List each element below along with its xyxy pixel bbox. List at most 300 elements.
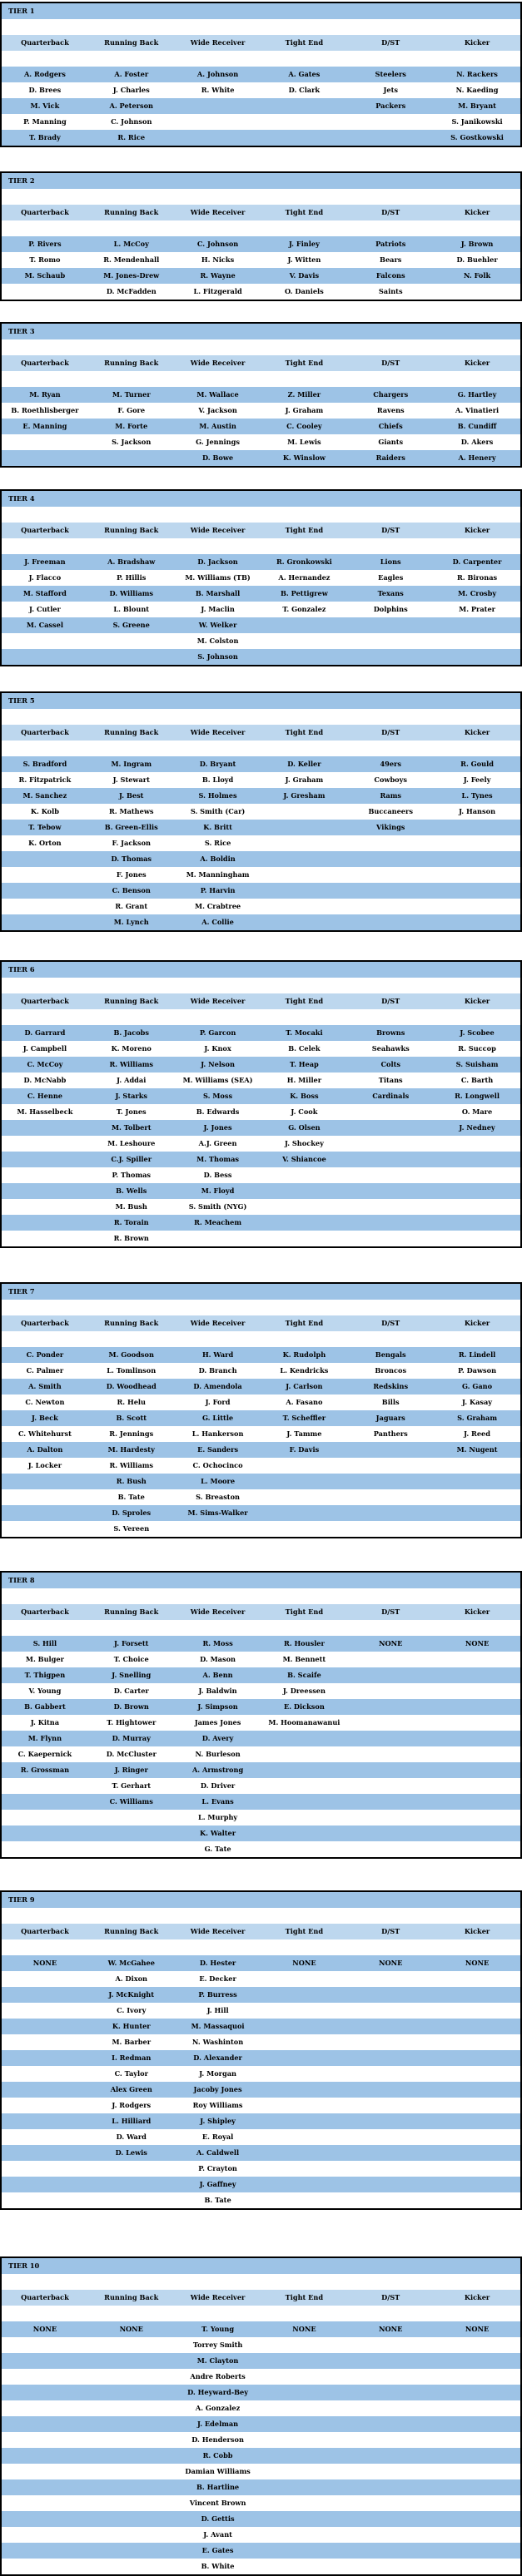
column-header: Running Back — [104, 208, 159, 216]
player-cell: K. Moreno — [111, 1044, 152, 1053]
column-header: Kicker — [464, 526, 490, 534]
player-cell: Panthers — [373, 1429, 408, 1438]
player-cell — [347, 2385, 434, 2400]
player-cell — [88, 2495, 175, 2511]
player-cell: R. Williams — [109, 1060, 154, 1068]
player-cell — [347, 1489, 434, 1505]
player-row — [2, 252, 520, 268]
column-header: Kicker — [464, 997, 490, 1005]
player-cell — [2, 1199, 88, 1215]
player-cell — [261, 883, 347, 899]
player-cell: J. Hill — [206, 2006, 229, 2014]
player-cell — [261, 1762, 347, 1778]
player-cell: R. Rice — [117, 133, 146, 141]
player-cell — [88, 2543, 175, 2559]
player-cell: M. Crabtree — [195, 902, 241, 910]
player-row — [2, 633, 520, 649]
player-cell — [347, 1505, 434, 1521]
player-cell — [434, 1183, 520, 1199]
player-cell: J. Morgan — [199, 2069, 236, 2078]
player-cell — [434, 867, 520, 883]
player-cell: Vikings — [376, 823, 405, 831]
player-cell: R. Bush — [116, 1477, 147, 1485]
player-cell: M. Hoomanawanui — [268, 1718, 341, 1726]
player-cell — [88, 633, 175, 649]
player-cell: J. Knox — [204, 1044, 231, 1053]
player-cell — [347, 883, 434, 899]
player-cell — [88, 2527, 175, 2543]
player-cell: S. Johnson — [197, 652, 238, 661]
player-cell: P. Garcon — [199, 1028, 236, 1037]
player-cell: B. Pettigrew — [281, 589, 328, 597]
player-cell — [261, 2353, 347, 2369]
player-cell: G. Hartley — [457, 390, 497, 399]
column-header: Kicker — [464, 1927, 490, 1935]
player-row — [2, 617, 520, 633]
player-cell — [88, 1825, 175, 1841]
player-cell: Roy Williams — [192, 2101, 243, 2109]
player-cell: T. Gonzalez — [282, 605, 326, 613]
player-cell — [347, 1825, 434, 1841]
player-cell: B. Scaife — [287, 1671, 321, 1679]
player-cell: D. Garrard — [24, 1028, 66, 1037]
player-cell: S. Hill — [32, 1639, 57, 1647]
player-row — [2, 2479, 520, 2495]
column-header: Kicker — [464, 728, 490, 736]
player-row — [2, 1410, 520, 1426]
player-cell: T. Young — [201, 2325, 235, 2333]
tier-title: TIER 5 — [2, 693, 520, 709]
player-cell — [434, 2385, 520, 2400]
player-row — [2, 450, 520, 466]
player-cell — [434, 2527, 520, 2543]
player-row — [2, 67, 520, 82]
player-cell: T. Mocaki — [286, 1028, 323, 1037]
player-cell — [261, 1987, 347, 2003]
player-cell — [261, 820, 347, 835]
player-cell — [261, 2448, 347, 2464]
player-cell — [434, 2369, 520, 2385]
player-cell: D. Hester — [199, 1959, 236, 1967]
player-cell: L. Kendricks — [280, 1366, 329, 1375]
player-cell — [347, 2082, 434, 2098]
player-cell: Rams — [380, 791, 402, 800]
player-cell — [261, 1167, 347, 1183]
player-cell: M. Nugent — [456, 1445, 498, 1454]
player-cell — [347, 2113, 434, 2129]
player-cell: NONE — [292, 2325, 316, 2333]
player-row — [2, 820, 520, 835]
player-row — [2, 1167, 520, 1183]
player-cell — [2, 2479, 88, 2495]
player-cell — [261, 2432, 347, 2448]
player-cell: K. Rudolph — [282, 1350, 326, 1359]
player-cell: M. Williams (SEA) — [182, 1076, 253, 1084]
player-cell: Andre Roberts — [190, 2372, 246, 2380]
player-cell: K. Winslow — [282, 453, 326, 462]
player-row — [2, 649, 520, 665]
player-cell — [434, 1841, 520, 1857]
player-cell: M. Williams (TB) — [185, 573, 251, 582]
column-header: Tight End — [285, 208, 324, 216]
player-cell: J. Shipley — [200, 2117, 236, 2125]
player-cell: R. Brown — [113, 1234, 149, 1242]
player-row — [2, 1104, 520, 1120]
player-cell — [88, 2416, 175, 2432]
player-cell — [434, 851, 520, 867]
player-cell — [2, 2353, 88, 2369]
player-cell: M. Bryant — [458, 102, 496, 110]
player-cell: D. McFadden — [106, 287, 157, 295]
player-row — [2, 2511, 520, 2527]
player-cell — [261, 130, 347, 146]
player-cell — [175, 1521, 261, 1537]
player-cell: A. Caldwell — [196, 2148, 240, 2157]
player-cell — [347, 1667, 434, 1683]
player-cell — [434, 899, 520, 914]
player-cell: M. Colston — [196, 637, 239, 645]
player-cell — [347, 617, 434, 633]
player-cell — [347, 1746, 434, 1762]
player-row — [2, 2432, 520, 2448]
player-cell — [88, 649, 175, 665]
player-row — [2, 434, 520, 450]
player-cell — [434, 2353, 520, 2369]
tier-title: TIER 6 — [2, 962, 520, 978]
player-cell: C. Whitehurst — [17, 1429, 72, 1438]
column-header: Kicker — [464, 1608, 490, 1616]
player-cell: NONE — [465, 1959, 490, 1967]
player-cell: J. Dreessen — [282, 1687, 326, 1695]
player-cell: A. Armstrong — [191, 1766, 244, 1774]
player-cell — [347, 114, 434, 130]
player-cell — [347, 1104, 434, 1120]
player-cell: C. Cooley — [286, 422, 322, 430]
player-cell: J. Ringer — [114, 1766, 148, 1774]
player-cell: J. Gaffney — [199, 2180, 236, 2188]
player-cell: M. Bulger — [25, 1655, 64, 1663]
player-cell: J. Starks — [115, 1092, 148, 1100]
player-row — [2, 602, 520, 617]
player-cell: D. McCluster — [106, 1750, 157, 1758]
player-cell: R. Fitzpatrick — [18, 775, 72, 784]
player-cell — [175, 98, 261, 114]
player-row — [2, 2192, 520, 2208]
player-cell — [434, 2034, 520, 2050]
player-cell — [261, 1199, 347, 1215]
player-cell — [2, 1120, 88, 1136]
player-cell — [434, 914, 520, 930]
player-cell — [2, 1794, 88, 1810]
player-cell — [2, 2495, 88, 2511]
player-cell — [261, 1474, 347, 1489]
player-row — [2, 1057, 520, 1073]
player-cell: M. Floyd — [201, 1186, 235, 1195]
player-cell: N. Kaeding — [455, 86, 499, 94]
player-cell — [88, 2559, 175, 2574]
column-header-row — [2, 2290, 520, 2306]
player-cell: S. Holmes — [198, 791, 237, 800]
player-cell: Ravens — [376, 406, 405, 414]
player-cell: T. Heap — [290, 1060, 319, 1068]
player-cell: D. Brees — [28, 86, 62, 94]
player-cell: B. Cundiff — [457, 422, 497, 430]
player-cell: R. Williams — [109, 1461, 154, 1469]
player-cell: Dolphins — [373, 605, 408, 613]
column-header: Tight End — [285, 1927, 324, 1935]
player-cell — [2, 1971, 88, 1987]
player-cell: A. Foster — [114, 70, 149, 78]
player-cell: M. Hardesty — [107, 1445, 155, 1454]
player-row — [2, 2353, 520, 2369]
player-cell: M. Prater — [459, 605, 495, 613]
player-cell: NONE — [379, 1639, 403, 1647]
player-cell: S. Suisham — [455, 1060, 499, 1068]
player-cell: J. McKnight — [108, 1990, 155, 1999]
player-cell — [261, 2543, 347, 2559]
player-cell — [434, 649, 520, 665]
player-row — [2, 2034, 520, 2050]
player-cell — [434, 633, 520, 649]
player-row — [2, 586, 520, 602]
player-row — [2, 570, 520, 586]
column-header: Running Back — [104, 359, 159, 367]
player-cell: Bears — [380, 255, 402, 264]
player-cell: J. Beck — [32, 1414, 58, 1422]
column-header-row — [2, 725, 520, 741]
player-cell — [347, 1136, 434, 1152]
player-cell: J. Carlson — [286, 1382, 323, 1390]
player-row — [2, 1474, 520, 1489]
tier-table — [0, 1571, 522, 1859]
player-cell: G. Little — [201, 1414, 234, 1422]
player-cell: T. Gerhart — [112, 1781, 152, 1790]
player-row — [2, 914, 520, 930]
player-cell: A. Bradshaw — [107, 557, 156, 566]
player-cell — [2, 1136, 88, 1152]
player-cell — [347, 2177, 434, 2192]
player-cell: T. Thigpen — [24, 1671, 66, 1679]
player-cell: M. Goodson — [108, 1350, 154, 1359]
player-cell: A. Gonzalez — [195, 2404, 241, 2412]
player-cell — [261, 2050, 347, 2066]
player-cell — [261, 1489, 347, 1505]
tier-title: TIER 10 — [2, 2258, 520, 2274]
player-row — [2, 1136, 520, 1152]
player-cell — [2, 2511, 88, 2527]
player-cell — [347, 1120, 434, 1136]
player-cell — [347, 1652, 434, 1667]
player-cell: M. Sanchez — [22, 791, 67, 800]
column-header: Kicker — [464, 208, 490, 216]
player-cell: J. Jones — [203, 1123, 232, 1132]
player-cell: W. McGahee — [107, 1959, 155, 1967]
player-cell — [2, 2400, 88, 2416]
player-row — [2, 899, 520, 914]
player-row — [2, 2464, 520, 2479]
player-cell: Buccaneers — [368, 807, 413, 815]
player-cell: J. Brown — [460, 240, 494, 248]
player-cell: D. Thomas — [111, 855, 152, 863]
player-cell: D. Driver — [200, 1781, 236, 1790]
player-cell — [2, 2129, 88, 2145]
player-cell — [261, 851, 347, 867]
column-header: Tight End — [285, 526, 324, 534]
player-cell: D. Woodhead — [106, 1382, 157, 1390]
player-cell — [261, 2177, 347, 2192]
column-header: D/ST — [381, 728, 400, 736]
player-cell: R. Succop — [458, 1044, 496, 1053]
player-row — [2, 2113, 520, 2129]
player-cell — [434, 1474, 520, 1489]
column-header: Quarterback — [21, 2293, 69, 2301]
player-row — [2, 387, 520, 403]
player-row — [2, 2337, 520, 2353]
player-cell — [434, 617, 520, 633]
player-cell: NONE — [379, 2325, 403, 2333]
player-cell: D. Alexander — [193, 2053, 242, 2062]
tier-table — [0, 489, 522, 666]
player-cell: NONE — [465, 2325, 490, 2333]
player-row — [2, 2527, 520, 2543]
player-cell: J. Kasay — [462, 1398, 493, 1406]
player-cell: A. Dixon — [115, 1974, 148, 1983]
player-cell: M. Tolbert — [111, 1123, 152, 1132]
tier-table — [0, 2256, 522, 2576]
player-row — [2, 2385, 520, 2400]
player-cell: E. Gates — [201, 2546, 234, 2554]
player-cell: S. Moss — [203, 1092, 233, 1100]
player-row — [2, 2003, 520, 2019]
player-cell — [2, 1489, 88, 1505]
player-row — [2, 851, 520, 867]
player-cell — [347, 2464, 434, 2479]
player-cell: E. Sanders — [197, 1445, 239, 1454]
player-cell — [175, 114, 261, 130]
player-cell — [261, 2066, 347, 2082]
player-cell — [261, 1505, 347, 1521]
player-cell — [434, 1971, 520, 1987]
player-cell: A. Benn — [202, 1671, 233, 1679]
player-cell: B. Edwards — [196, 1107, 240, 1116]
player-row — [2, 2448, 520, 2464]
tier-table — [0, 322, 522, 468]
player-cell: Chargers — [373, 390, 409, 399]
player-cell — [434, 2495, 520, 2511]
player-cell — [261, 633, 347, 649]
player-row — [2, 268, 520, 284]
player-cell: H. Miller — [286, 1076, 322, 1084]
player-cell — [261, 2129, 347, 2145]
player-cell — [434, 1987, 520, 2003]
player-row — [2, 2145, 520, 2161]
player-cell: C.J. Spiller — [111, 1155, 152, 1163]
player-cell: R. Gould — [460, 760, 494, 768]
player-cell — [347, 2511, 434, 2527]
player-cell — [261, 2416, 347, 2432]
player-cell — [2, 914, 88, 930]
player-cell: A. Collie — [201, 918, 234, 926]
player-cell — [2, 2019, 88, 2034]
player-cell: T. Choice — [113, 1655, 149, 1663]
player-cell: R. Gronkowski — [276, 557, 332, 566]
player-cell: C. Henne — [27, 1092, 62, 1100]
player-cell — [2, 1152, 88, 1167]
player-cell — [2, 1505, 88, 1521]
player-cell — [88, 2353, 175, 2369]
player-cell: A. Peterson — [109, 102, 153, 110]
player-cell: L. McCoy — [113, 240, 149, 248]
player-cell — [347, 1731, 434, 1746]
player-cell — [261, 2034, 347, 2050]
player-cell: S. Jackson — [112, 438, 152, 446]
player-cell: D. Buehler — [456, 255, 498, 264]
player-cell: S. Janikowski — [451, 117, 503, 126]
player-cell — [2, 1215, 88, 1231]
player-cell: B. White — [201, 2562, 235, 2570]
player-cell — [261, 2082, 347, 2098]
player-cell — [261, 1731, 347, 1746]
player-cell: Alex Green — [110, 2085, 152, 2093]
column-header-row — [2, 1924, 520, 1939]
player-cell — [2, 899, 88, 914]
player-cell: K. Britt — [203, 823, 232, 831]
player-cell — [2, 2082, 88, 2098]
player-cell — [2, 1825, 88, 1841]
player-cell: J. Addai — [117, 1076, 147, 1084]
player-cell: S. Smith (NYG) — [188, 1202, 247, 1211]
player-cell: M. Turner — [112, 390, 151, 399]
player-cell: A. Dalton — [27, 1445, 63, 1454]
column-header: Quarterback — [21, 359, 69, 367]
column-header: Tight End — [285, 2293, 324, 2301]
player-cell: R. Cobb — [202, 2451, 233, 2460]
player-cell: Lions — [380, 557, 401, 566]
player-cell: C. Ivory — [117, 2006, 147, 2014]
player-cell: NONE — [465, 1639, 490, 1647]
player-cell: M. Ingram — [111, 760, 152, 768]
player-row — [2, 2050, 520, 2066]
player-cell: B. Marshall — [195, 589, 241, 597]
player-cell — [2, 2177, 88, 2192]
player-cell — [261, 1778, 347, 1794]
player-cell: O. Mare — [461, 1107, 493, 1116]
player-row — [2, 2129, 520, 2145]
player-row — [2, 1841, 520, 1857]
player-row — [2, 772, 520, 788]
player-cell: L. Evans — [201, 1797, 234, 1806]
player-cell — [347, 1231, 434, 1246]
player-cell — [2, 2369, 88, 2385]
player-cell — [261, 2369, 347, 2385]
player-cell: R. Jennings — [109, 1429, 154, 1438]
tier-table — [0, 2, 522, 147]
tier-table — [0, 960, 522, 1248]
player-cell — [347, 2432, 434, 2448]
player-cell: J. Simpson — [197, 1702, 238, 1711]
player-row — [2, 1363, 520, 1379]
player-cell — [347, 1167, 434, 1183]
player-row — [2, 1458, 520, 1474]
player-cell: G. Tate — [204, 1845, 231, 1853]
player-cell: NONE — [32, 1959, 57, 1967]
player-row — [2, 236, 520, 252]
player-cell: C. McCoy — [27, 1060, 63, 1068]
player-cell — [434, 1231, 520, 1246]
player-cell: D. Bryant — [199, 760, 236, 768]
player-cell — [2, 1521, 88, 1537]
player-cell — [2, 284, 88, 300]
